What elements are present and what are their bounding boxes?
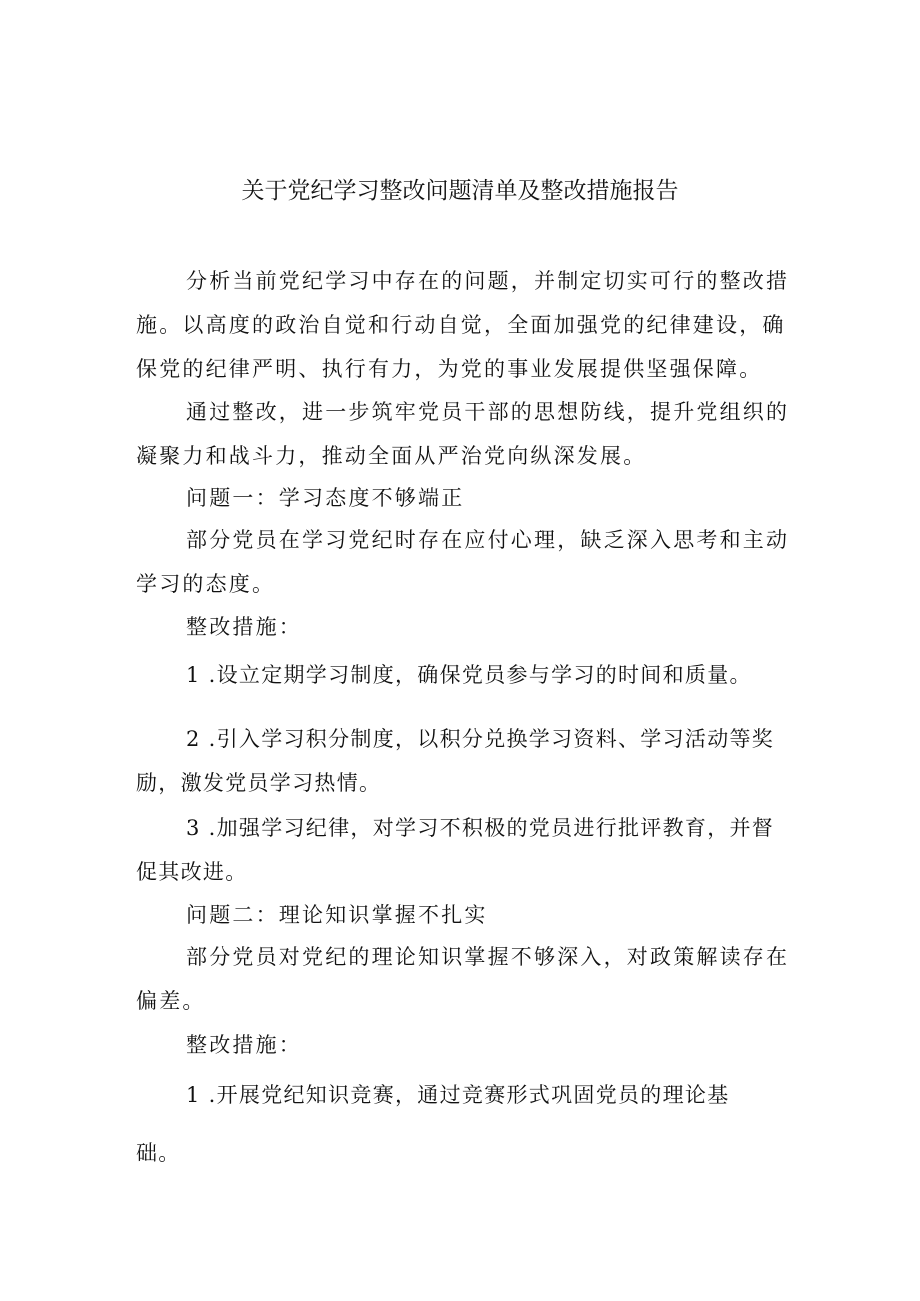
measures-label: 整改措施： [186, 1033, 302, 1057]
section-heading: 问题二：理论知识掌握不扎实 [186, 903, 488, 927]
list-item-continuation: 促其改进。 [136, 860, 248, 884]
problem-1-measure-2 [136, 717, 786, 805]
intro-paragraph-1 [136, 259, 790, 391]
text-line: 施。以高度的政治自觉和行动自觉，全面加强党的纪律建设，确 [136, 313, 786, 337]
text-line: 部分党员在学习党纪时存在应付心理，缺乏深入思考和主动 [186, 528, 790, 552]
list-item: 3 .加强学习纪律，对学习不积极的党员进行批评教育，并督 [186, 816, 775, 840]
problem-1-description [136, 518, 790, 606]
measures-label: 整改措施： [186, 615, 302, 639]
problem-2-measure-1 [136, 1073, 786, 1175]
problem-1-measure-3 [136, 806, 786, 894]
list-item: 1 .设立定期学习制度，确保党员参与学习的时间和质量。 [186, 663, 752, 687]
list-item: 2 .引入学习积分制度，以积分兑换学习资料、学习活动等奖 [186, 727, 775, 751]
problem-1-heading [136, 476, 786, 520]
list-item-continuation: 础。 [136, 1141, 181, 1165]
list-item: 1 .开展党纪知识竞赛，通过竞赛形式巩固党员的理论基 [186, 1083, 730, 1107]
text-line: 学习的态度。 [136, 572, 276, 596]
text-line: 保党的纪律严明、执行有力，为党的事业发展提供坚强保障。 [136, 357, 763, 381]
intro-paragraph-2 [136, 390, 790, 478]
problem-1-measures-label [136, 605, 786, 649]
text-line: 偏差。 [136, 989, 206, 1013]
list-item-continuation: 励，激发党员学习热情。 [136, 771, 382, 795]
section-heading: 问题一：学习态度不够端正 [186, 486, 465, 510]
document-title: 关于党纪学习整改问题清单及整改措施报告 [241, 178, 679, 204]
text-line: 部分党员对党纪的理论知识掌握不够深入，对政策解读存在 [186, 945, 790, 969]
text-line: 分析当前党纪学习中存在的问题，并制定切实可行的整改措 [186, 269, 790, 293]
problem-2-description [136, 935, 790, 1023]
problem-1-measure-1 [136, 653, 786, 697]
text-line: 通过整改，进一步筑牢党员干部的思想防线，提升党组织的 [186, 400, 790, 424]
problem-2-measures-label [136, 1023, 786, 1067]
problem-2-heading [136, 893, 786, 937]
text-line: 凝聚力和战斗力，推动全面从严治党向纵深发展。 [136, 444, 647, 468]
